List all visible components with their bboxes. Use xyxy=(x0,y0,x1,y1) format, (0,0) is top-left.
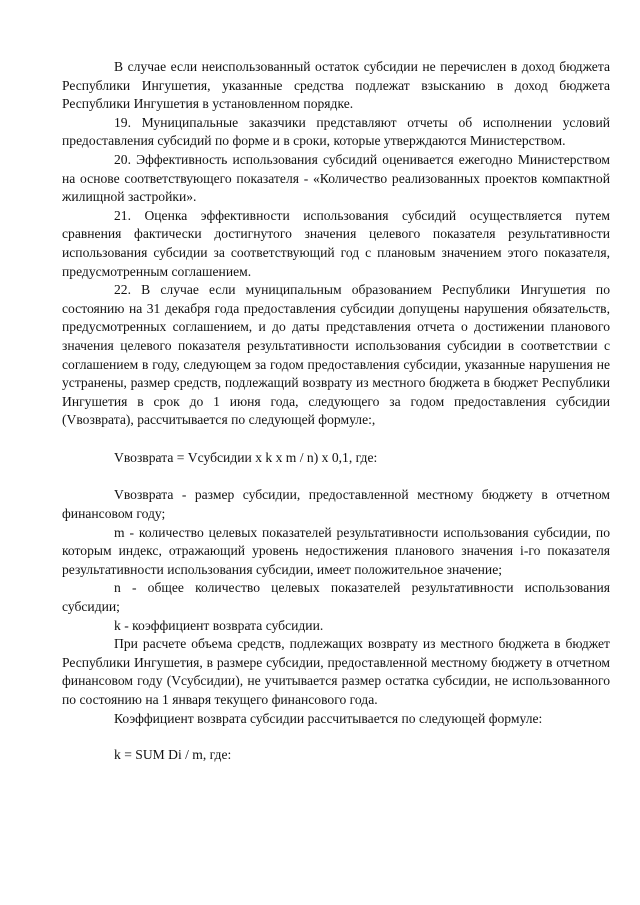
definition-n: n - общее количество целевых показателей результативности использования субсидии; xyxy=(62,580,610,615)
paragraph-22: 22. В случае если муниципальным образованием Республики Ингушетия по состоянию на 31 декабря года предоставления субсидии допущены нарушения обязательств, предусмотренных соглашением, и до даты представления отчета о достижении планового значения целевого показателя результативности использования субсидии в соответствии с соглашением в году, следующем за годом предоставления субсидии, указанные нарушения не устранены, размер средств, подлежащий возврату из местного бюджета в бюджет Республики Ингушетия в срок до 1 июня года, следующего за годом предоставления субсидии (Vвозврата), рассчитывается по следующей формуле:, xyxy=(62,282,610,428)
formula-vreturn: Vвозврата = Vсубсидии x k x m / n) x 0,1, где: xyxy=(114,449,378,465)
spacer xyxy=(62,728,610,746)
spacer xyxy=(62,430,610,449)
spacer xyxy=(62,467,610,486)
definition-vreturn: Vвозврата - размер субсидии, предоставленной местному бюджету в отчетном финансовом году; xyxy=(62,487,610,522)
paragraph-19: 19. Муниципальные заказчики представляют отчеты об исполнении условий предоставления субсидий по форме и в сроки, которые утверждаются Министерством. xyxy=(62,114,610,149)
document-page xyxy=(62,58,610,765)
paragraph-20: 20. Эффективность использования субсидий оценивается ежегодно Министерством на основе соответствующего показателя - «Количество реализованных проектов компактной жилищной застройки». xyxy=(62,151,610,205)
paragraph-coef-intro: Коэффициент возврата субсидии рассчитывается по следующей формуле: xyxy=(114,710,543,726)
paragraph-calc-note: При расчете объема средств, подлежащих возврату из местного бюджета в бюджет Республики Ингушетия, в размере субсидии, предоставленной местному бюджету в отчетном финансовом году (Vсубсидии), не учитывается размер остатка субсидии, не использованного по состоянию на 1 января текущего финансового года. xyxy=(62,636,610,707)
paragraph-return-balance: В случае если неиспользованный остаток субсидии не перечислен в доход бюджета Республики Ингушетия, указанные средства подлежат взысканию в доход бюджета Республики Ингушетия в установленном порядке. xyxy=(62,59,610,112)
definition-m: m - количество целевых показателей результативности использования субсидии, по которым индекс, отражающий уровень недостижения планового значения i-го показателя результативности использования субсидии, имеет положительное значение; xyxy=(62,524,610,577)
formula-k: k = SUM Di / m, где: xyxy=(114,747,232,763)
definition-k: k - коэффициент возврата субсидии. xyxy=(114,617,324,633)
paragraph-21: 21. Оценка эффективности использования субсидий осуществляется путем сравнения фактически достигнутого значения целевого показателя результативности использования субсидии за соответствующий год с плановым значением этого показателя, предусмотренным соглашением. xyxy=(62,207,610,279)
